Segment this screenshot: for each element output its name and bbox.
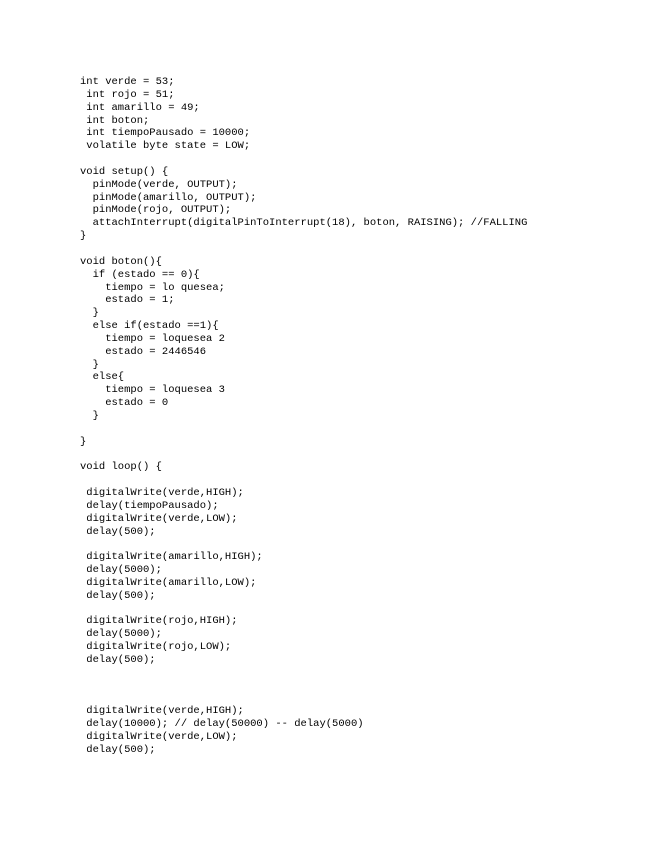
code-line: estado = 0 [80,397,169,410]
code-line: delay(5000); [80,628,162,641]
code-line: volatile byte state = LOW; [80,140,251,153]
code-line: tiempo = lo quesea; [80,281,225,294]
code-line: delay(500); [80,589,156,602]
code-line: pinMode(amarillo, OUTPUT); [80,191,257,204]
code-line: else if(estado ==1){ [80,320,219,333]
code-line: digitalWrite(verde,LOW); [80,512,238,525]
code-line: else{ [80,371,125,384]
code-line: int amarillo = 49; [80,101,200,114]
code-line: int boton; [80,114,150,127]
code-line: digitalWrite(verde,HIGH); [80,705,244,718]
code-line: void setup() { [80,165,169,178]
code-line [80,667,527,680]
code-line: delay(500); [80,653,156,666]
code-line: if (estado == 0){ [80,268,200,281]
code-line [80,538,527,551]
code-line [80,423,527,436]
code-line [80,474,527,487]
code-line: digitalWrite(verde,LOW); [80,731,238,744]
code-line: digitalWrite(amarillo,LOW); [80,576,257,589]
code-line [80,448,527,461]
code-line: } [80,230,87,243]
code-line: estado = 1; [80,294,175,307]
code-line: digitalWrite(rojo,HIGH); [80,615,238,628]
code-line: } [80,435,87,448]
code-line: attachInterrupt(digitalPinToInterrupt(18), boton, RAISING); //FALLING [80,217,528,230]
code-line: } [80,409,99,422]
code-line: int tiempoPausado = 10000; [80,127,251,140]
code-line: digitalWrite(verde,HIGH); [80,487,244,499]
code-line: pinMode(verde, OUTPUT); [80,178,238,191]
code-line: tiempo = loquesea 2 [80,332,225,345]
code-line [80,153,527,166]
code-line [80,680,527,693]
code-line: digitalWrite(amarillo,HIGH); [80,551,263,564]
code-line: } [80,307,99,320]
code-line: } [80,358,99,371]
code-line: delay(500); [80,525,156,538]
code-line: pinMode(rojo, OUTPUT); [80,204,232,217]
code-listing [80,76,527,757]
code-line: tiempo = loquesea 3 [80,384,225,397]
code-line: delay(10000); // delay(50000) -- delay(5000) [80,718,364,731]
code-line: digitalWrite(rojo,LOW); [80,641,232,654]
code-line [80,243,527,256]
code-line [80,693,527,706]
code-line: void boton(){ [80,255,162,268]
code-line: void loop() { [80,461,162,474]
code-line: delay(5000); [80,564,162,577]
code-line: delay(500); [80,743,156,756]
code-line [80,603,527,616]
code-line: delay(tiempoPausado); [80,499,219,512]
code-line: estado = 2446546 [80,345,207,358]
code-line: int rojo = 51; [80,88,175,101]
code-line: int verde = 53; [80,76,175,88]
